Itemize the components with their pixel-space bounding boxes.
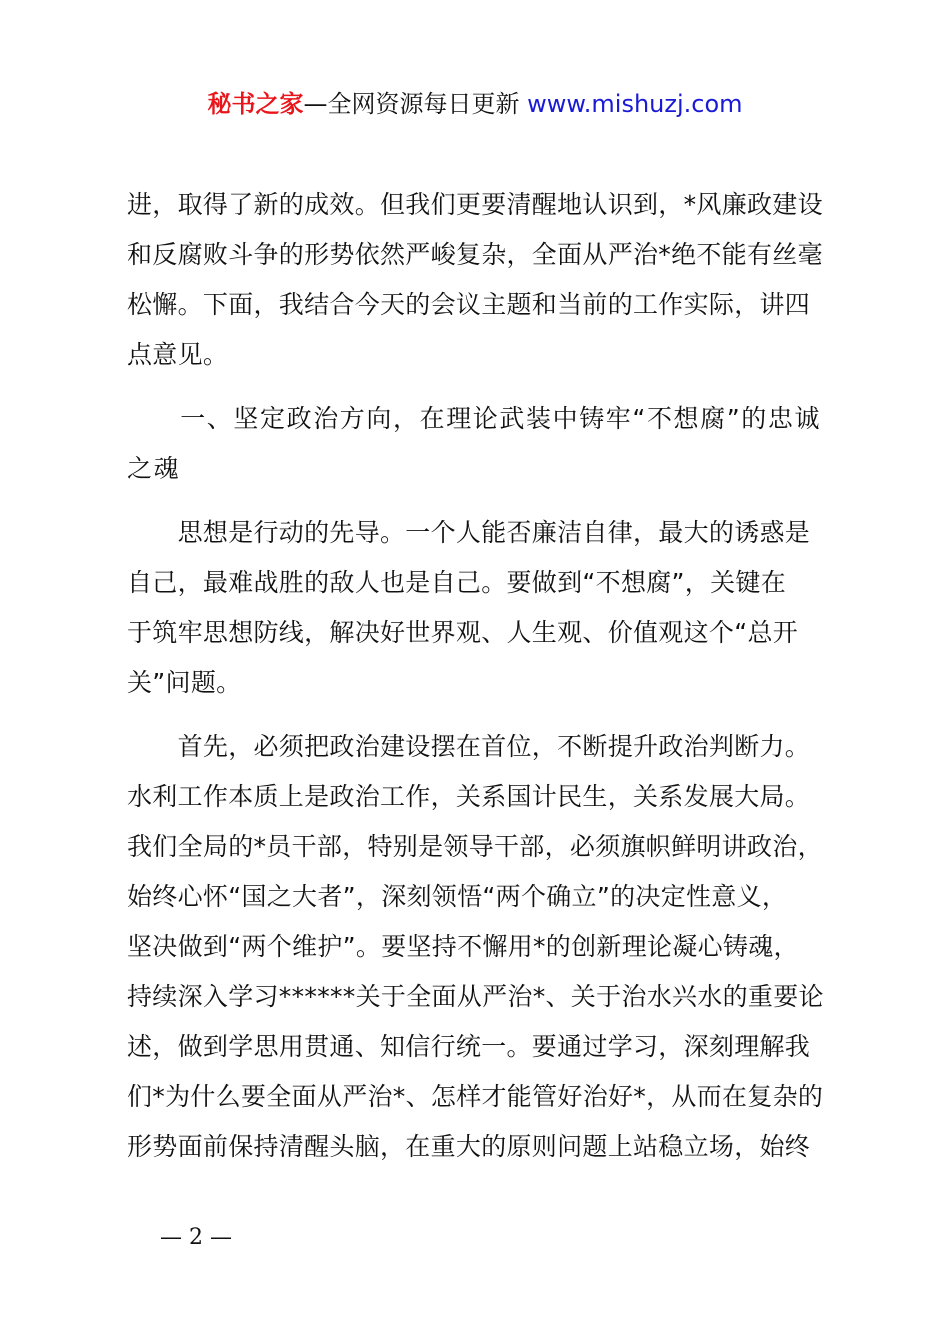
body-paragraph [127,508,847,708]
text-line: 关”问题。 [127,668,242,697]
text-line: 思想是行动的先导。一个人能否廉洁自律，最大的诱惑是 [127,518,811,547]
header-tagline: —全网资源每日更新 [303,90,520,118]
text-line: 于筑牢思想防线，解决好世界观、人生观、价值观这个“总开 [127,618,799,647]
document-body [127,180,847,1172]
brand-name: 秘书之家 [207,90,304,118]
site-header [0,86,950,122]
text-line: 持续深入学习******关于全面从严治*、关于治水兴水的重要论 [127,982,824,1011]
text-line: 一、坚定政治方向，在理论武装中铸牢“不想腐”的忠诚 [127,404,822,433]
text-line: 水利工作本质上是政治工作，关系国计民生，关系发展大局。 [127,782,811,811]
text-line: 们*为什么要全面从严治*、怎样才能管好治好*，从而在复杂的 [127,1082,824,1111]
section-heading [127,394,847,494]
text-line: 自己，最难战胜的敌人也是自己。要做到“不想腐”，关键在 [127,568,787,597]
site-url-link[interactable]: www.mishuzj.com [527,90,743,118]
text-line: 形势面前保持清醒头脑，在重大的原则问题上站稳立场，始终 [127,1132,811,1161]
text-line: 和反腐败斗争的形势依然严峻复杂，全面从严治*绝不能有丝毫 [127,240,823,269]
text-line: 进，取得了新的成效。但我们更要清醒地认识到，*风廉政建设 [127,190,823,219]
text-line: 松懈。下面，我结合今天的会议主题和当前的工作实际，讲四 [127,290,811,319]
text-line: 坚决做到“两个维护”。要坚持不懈用*的创新理论凝心铸魂， [127,932,799,961]
text-line: 始终心怀“国之大者”，深刻领悟“两个确立”的决定性意义， [127,882,788,911]
page-number: — 2 — [160,1225,232,1250]
text-line: 点意见。 [127,340,229,369]
text-line: 首先，必须把政治建设摆在首位，不断提升政治判断力。 [127,732,811,761]
body-paragraph [127,722,847,1172]
text-line: 之魂 [127,454,181,483]
text-line: 我们全局的*员干部，特别是领导干部，必须旗帜鲜明讲政治， [127,832,823,861]
body-paragraph [127,180,847,380]
text-line: 述，做到学思用贯通、知信行统一。要通过学习，深刻理解我 [127,1032,811,1061]
